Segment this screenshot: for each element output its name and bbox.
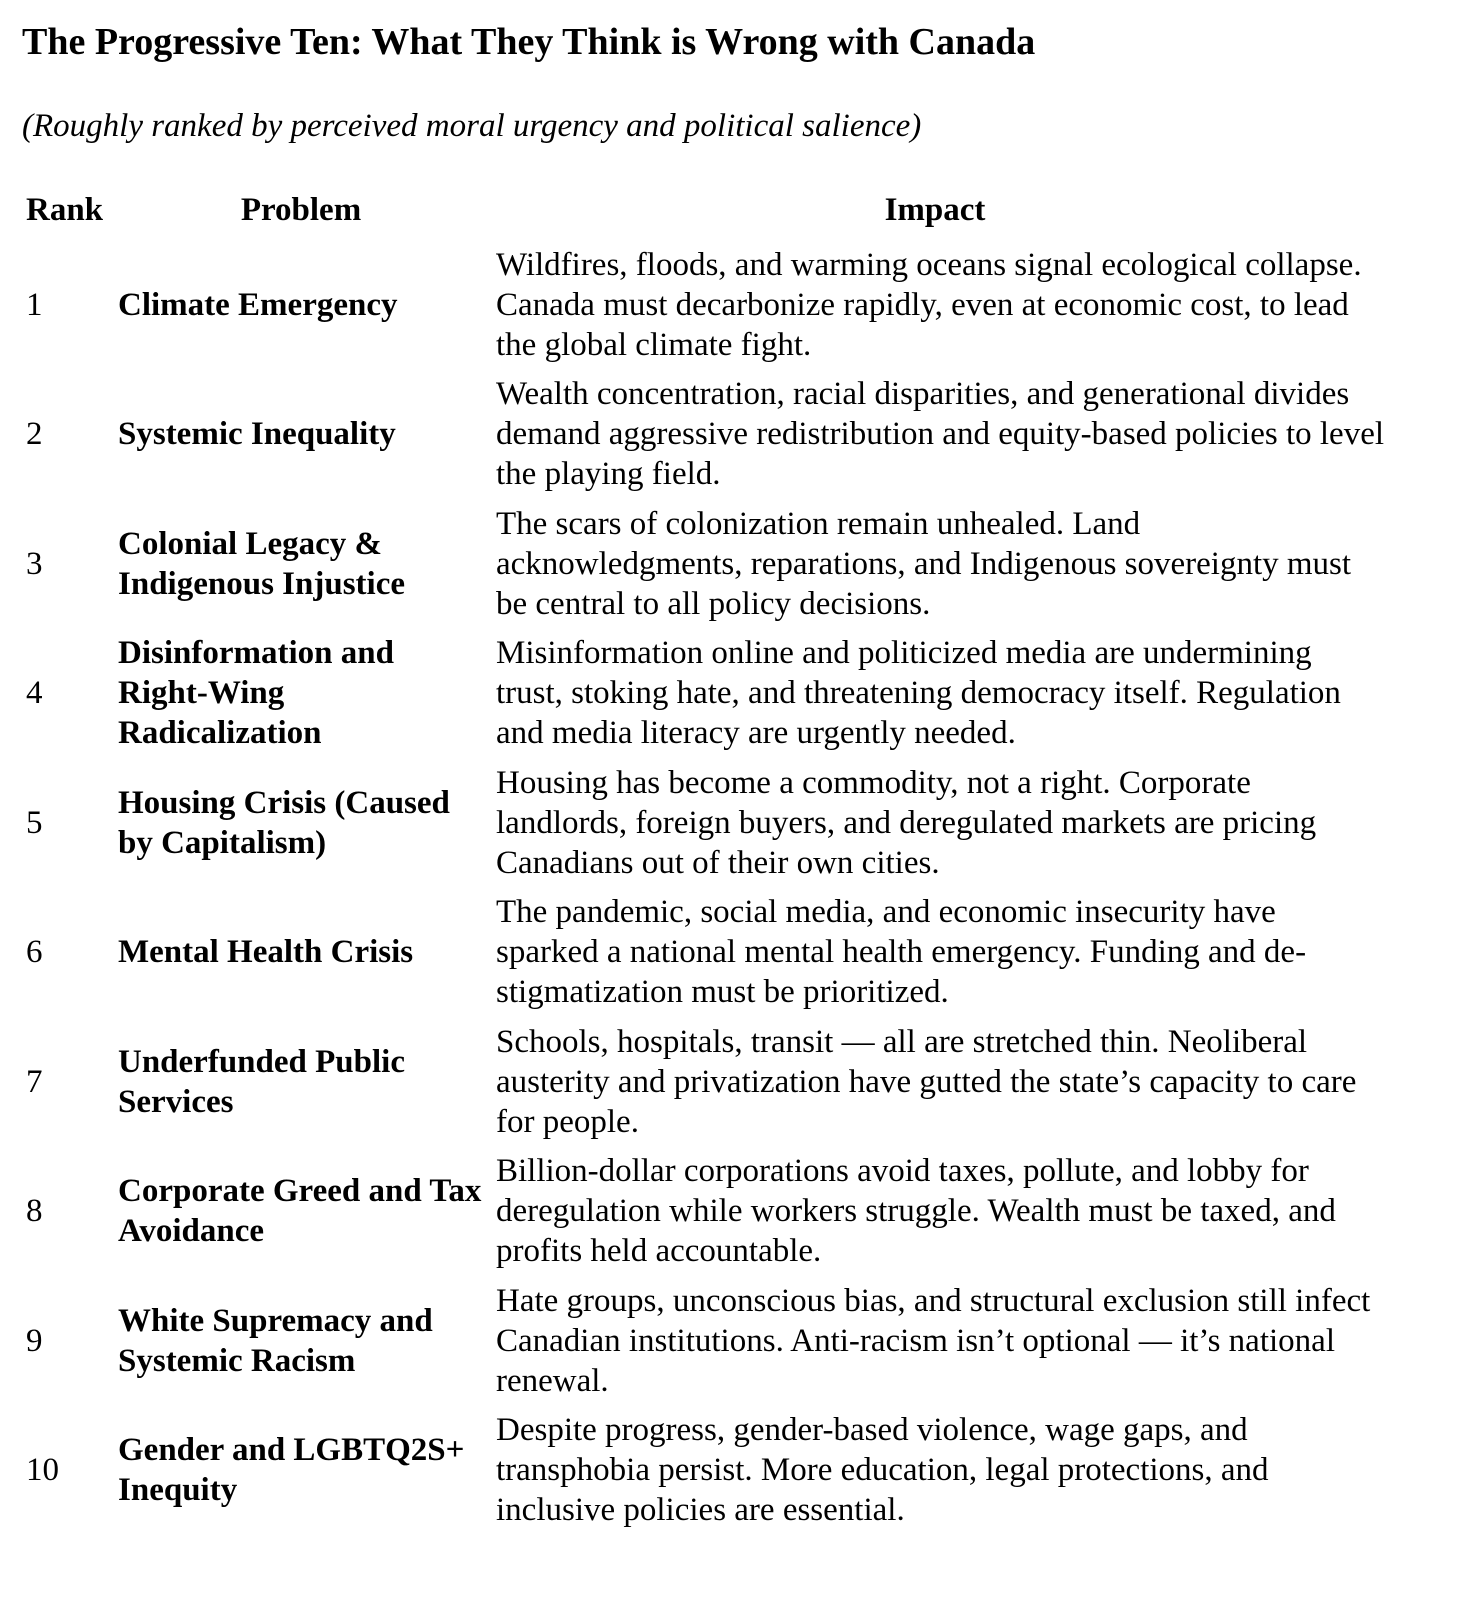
table-row bbox=[24, 629, 1454, 759]
header-problem: Problem bbox=[240, 192, 362, 228]
row-problem: Corporate Greed and Tax Avoidance bbox=[118, 1173, 482, 1250]
table-row bbox=[24, 370, 1454, 500]
table-header bbox=[24, 190, 1454, 240]
row-problem: Gender and LGBTQ2S+ Inequity bbox=[118, 1432, 465, 1509]
problems-table bbox=[24, 190, 1454, 1535]
row-rank: 4 bbox=[26, 675, 43, 712]
row-impact: The scars of colonization remain unhealed. Land acknowledgments, reparations, and Indigenous sovereignty must be central to all policy decisions. bbox=[496, 505, 1352, 622]
table-row bbox=[24, 1276, 1454, 1406]
table-row bbox=[24, 758, 1454, 888]
header-impact: Impact bbox=[884, 192, 986, 228]
row-impact: Schools, hospitals, transit — all are stretched thin. Neoliberal austerity and privatization have gutted the state’s capacity to care for people. bbox=[496, 1023, 1357, 1140]
document-title: The Progressive Ten: What They Think is Wrong with Canada bbox=[22, 21, 1036, 63]
row-problem: Disinformation and Right-Wing Radicalization bbox=[118, 635, 394, 752]
row-rank: 10 bbox=[26, 1452, 59, 1489]
table-row bbox=[24, 240, 1454, 370]
row-rank: 7 bbox=[26, 1063, 43, 1100]
row-problem: White Supremacy and Systemic Racism bbox=[118, 1302, 433, 1379]
row-rank: 9 bbox=[26, 1322, 43, 1359]
row-rank: 1 bbox=[26, 286, 43, 323]
row-rank: 6 bbox=[26, 934, 43, 971]
table-row bbox=[24, 1147, 1454, 1277]
row-problem: Housing Crisis (Caused by Capitalism) bbox=[118, 784, 450, 861]
row-impact: Wealth concentration, racial disparities, and generational divides demand aggressive redistribution and equity-based policies to level the playing field. bbox=[496, 376, 1385, 493]
row-impact: The pandemic, social media, and economic insecurity have sparked a national mental health emergency. Funding and de-stigmatization must be prioritized. bbox=[496, 894, 1307, 1011]
row-problem: Climate Emergency bbox=[118, 286, 398, 323]
row-problem: Systemic Inequality bbox=[118, 416, 396, 453]
row-impact: Wildfires, floods, and warming oceans signal ecological collapse. Canada must decarbonize rapidly, even at economic cost, to lead the global climate fight. bbox=[496, 246, 1362, 363]
row-rank: 8 bbox=[26, 1193, 43, 1230]
row-impact: Billion-dollar corporations avoid taxes, pollute, and lobby for deregulation while workers struggle. Wealth must be taxed, and profits held accountable. bbox=[496, 1153, 1336, 1270]
row-rank: 3 bbox=[26, 545, 43, 582]
row-rank: 2 bbox=[26, 416, 43, 453]
table-row bbox=[24, 1406, 1454, 1536]
header-rank: Rank bbox=[26, 192, 104, 228]
row-impact: Despite progress, gender-based violence, wage gaps, and transphobia persist. More education, legal protections, and inclusive policies are essential. bbox=[496, 1412, 1269, 1529]
table-row bbox=[24, 1017, 1454, 1147]
row-problem: Mental Health Crisis bbox=[118, 934, 414, 971]
row-problem: Underfunded Public Services bbox=[118, 1043, 405, 1120]
table-row bbox=[24, 888, 1454, 1018]
row-rank: 5 bbox=[26, 804, 43, 841]
table-row bbox=[24, 499, 1454, 629]
row-impact: Hate groups, unconscious bias, and structural exclusion still infect Canadian institutions. Anti-racism isn’t optional — it’s national renewal. bbox=[496, 1282, 1371, 1399]
row-problem: Colonial Legacy & Indigenous Injustice bbox=[118, 525, 405, 602]
document-subtitle: (Roughly ranked by perceived moral urgency and political salience) bbox=[22, 108, 922, 144]
row-impact: Misinformation online and politicized media are undermining trust, stoking hate, and threatening democracy itself. Regulation and media literacy are urgently needed. bbox=[496, 635, 1341, 752]
row-impact: Housing has become a commodity, not a right. Corporate landlords, foreign buyers, and deregulated markets are pricing Canadians out of their own cities. bbox=[496, 764, 1317, 881]
